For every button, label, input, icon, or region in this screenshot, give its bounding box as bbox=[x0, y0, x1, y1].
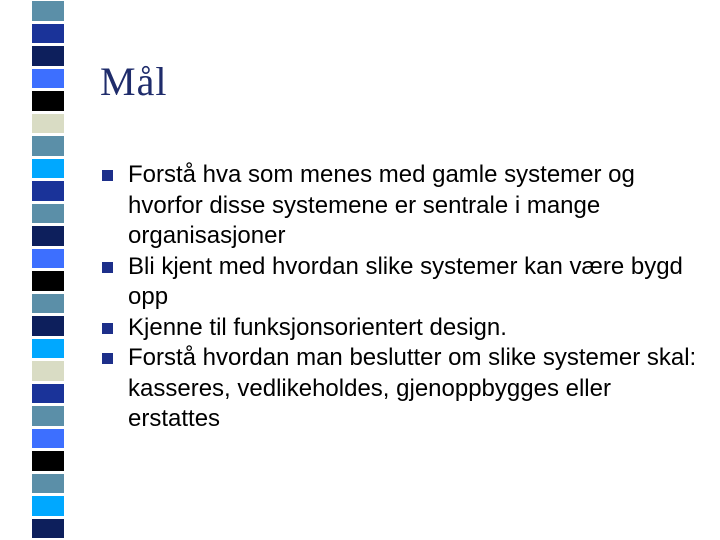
bullet-item bbox=[100, 160, 700, 252]
strip-block bbox=[32, 316, 64, 336]
decorative-color-strip bbox=[32, 0, 64, 540]
bullet-text: Kjenne til funksjonsorientert design. bbox=[128, 313, 507, 341]
strip-block bbox=[32, 451, 64, 471]
strip-block bbox=[32, 226, 64, 246]
strip-block bbox=[32, 429, 64, 449]
bullet-text: Forstå hva som menes med gamle systemer og hvorfor disse systemene er sentrale i mange organisasjoner bbox=[128, 161, 635, 249]
square-bullet-icon bbox=[102, 170, 113, 181]
strip-block bbox=[32, 46, 64, 66]
bullet-item bbox=[100, 313, 700, 344]
strip-block bbox=[32, 136, 64, 156]
bullet-text: Bli kjent med hvordan slike systemer kan være bygd opp bbox=[128, 252, 683, 310]
strip-block bbox=[32, 519, 64, 539]
strip-block bbox=[32, 384, 64, 404]
strip-block bbox=[32, 294, 64, 314]
square-bullet-icon bbox=[102, 262, 113, 273]
bullet-text: Forstå hvordan man beslutter om slike systemer skal: kasseres, vedlikeholdes, gjenoppbygges eller erstattes bbox=[128, 344, 697, 432]
strip-block bbox=[32, 249, 64, 269]
strip-block bbox=[32, 181, 64, 201]
bullet-list bbox=[100, 160, 700, 435]
bullet-item bbox=[100, 252, 700, 313]
bullet-item bbox=[100, 343, 700, 435]
strip-block bbox=[32, 114, 64, 134]
square-bullet-icon bbox=[102, 323, 113, 334]
strip-block bbox=[32, 496, 64, 516]
strip-block bbox=[32, 69, 64, 89]
strip-block bbox=[32, 406, 64, 426]
strip-block bbox=[32, 271, 64, 291]
strip-block bbox=[32, 361, 64, 381]
strip-block bbox=[32, 91, 64, 111]
strip-block bbox=[32, 159, 64, 179]
slide-title: Mål bbox=[100, 59, 168, 104]
strip-block bbox=[32, 204, 64, 224]
square-bullet-icon bbox=[102, 353, 113, 364]
strip-block bbox=[32, 1, 64, 21]
strip-block bbox=[32, 24, 64, 44]
strip-block bbox=[32, 339, 64, 359]
strip-block bbox=[32, 474, 64, 494]
